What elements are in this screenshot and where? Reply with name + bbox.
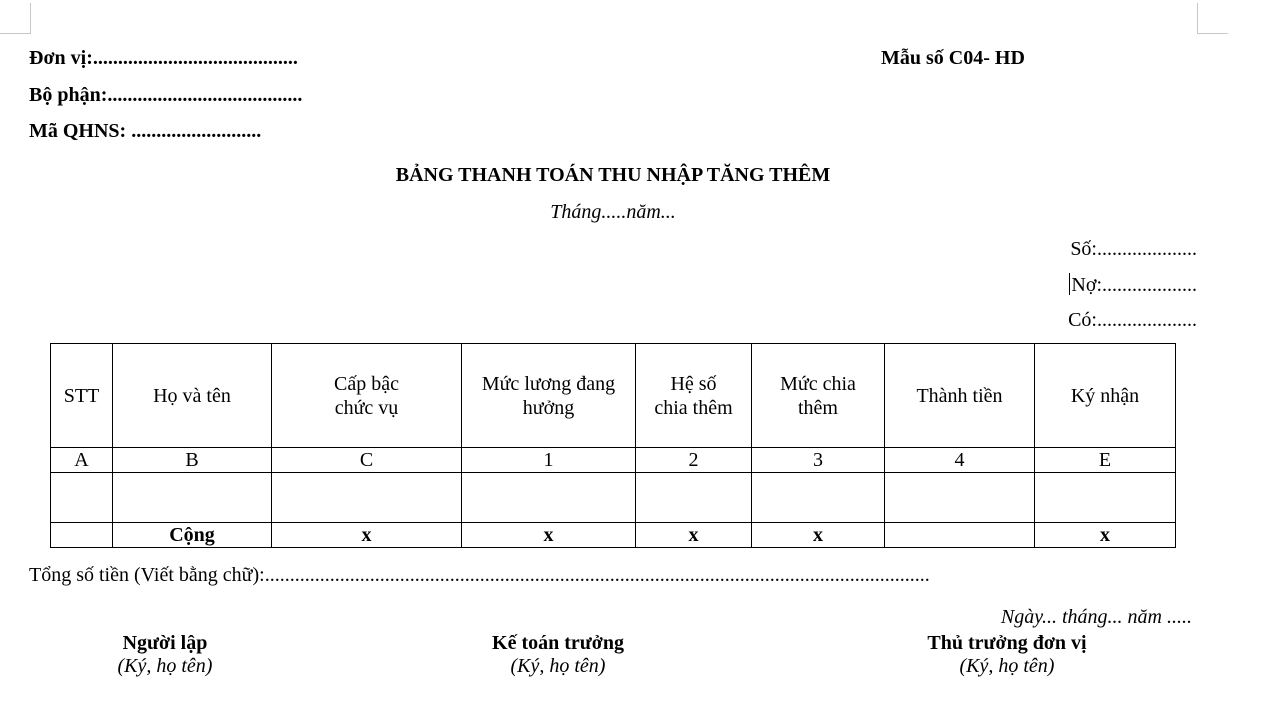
code-cell: 1 [462,448,636,473]
empty-cell[interactable] [752,473,885,523]
header-ho-va-ten: Họ và tên [113,344,272,448]
page-corner-mark-left [0,3,31,34]
signature-title: Kế toán trưởng [492,632,624,654]
no-label: Nợ:................... [1071,274,1197,296]
so-field[interactable]: Số:.................... [1070,238,1197,260]
total-label: Cộng [113,523,272,548]
total-cell: x [272,523,462,548]
code-cell: E [1035,448,1176,473]
table-header-row [51,344,1176,448]
header-cap-bac: Cấp bậc chức vụ [272,344,462,448]
signature-note: (Ký, họ tên) [959,655,1055,677]
signature-chief-accountant [458,632,658,678]
signature-preparer [65,632,265,678]
code-cell: 2 [636,448,752,473]
code-cell: C [272,448,462,473]
table-code-row [51,448,1176,473]
signature-title: Thủ trưởng đơn vị [927,632,1087,654]
table-total-row [51,523,1176,548]
code-cell: B [113,448,272,473]
total-in-words-field[interactable]: Tổng số tiền (Viết bằng chữ):..................................................................................................................................... [29,564,930,586]
code-cell: 3 [752,448,885,473]
empty-cell[interactable] [272,473,462,523]
header-stt: STT [51,344,113,448]
signature-note: (Ký, họ tên) [510,655,606,677]
page-corner-mark-right [1197,3,1228,34]
date-line[interactable]: Ngày... tháng... năm ..... [1000,606,1192,628]
signature-title: Người lập [122,632,208,654]
header-ky-nhan: Ký nhận [1035,344,1176,448]
no-field[interactable] [1069,273,1197,297]
form-number: Mẫu số C04- HD [881,47,1025,69]
bo-phan-field[interactable]: Bộ phận:....................................... [29,84,303,106]
header-muc-chia: Mức chia thêm [752,344,885,448]
header-he-so: Hệ số chia thêm [636,344,752,448]
empty-cell[interactable] [1035,473,1176,523]
code-cell: 4 [885,448,1035,473]
empty-cell[interactable] [885,473,1035,523]
don-vi-field[interactable]: Đơn vị:......................................... [29,47,298,69]
signature-head-of-unit [887,632,1127,678]
header-muc-luong: Mức lương đang hưởng [462,344,636,448]
payment-table [50,343,1176,548]
total-cell: x [752,523,885,548]
total-cell: x [1035,523,1176,548]
month-year-field[interactable]: Tháng.....năm... [550,201,676,223]
signature-note: (Ký, họ tên) [117,655,213,677]
empty-cell[interactable] [51,473,113,523]
total-cell: x [636,523,752,548]
ma-qhns-field[interactable]: Mã QHNS: .......................... [29,120,262,142]
empty-cell[interactable] [113,473,272,523]
total-cell [51,523,113,548]
empty-cell[interactable] [636,473,752,523]
total-cell[interactable] [885,523,1035,548]
total-cell: x [462,523,636,548]
document-title: BẢNG THANH TOÁN THU NHẬP TĂNG THÊM [395,164,831,186]
header-thanh-tien: Thành tiền [885,344,1035,448]
code-cell: A [51,448,113,473]
empty-cell[interactable] [462,473,636,523]
table-row [51,473,1176,523]
co-field[interactable]: Có:.................... [1068,309,1197,331]
